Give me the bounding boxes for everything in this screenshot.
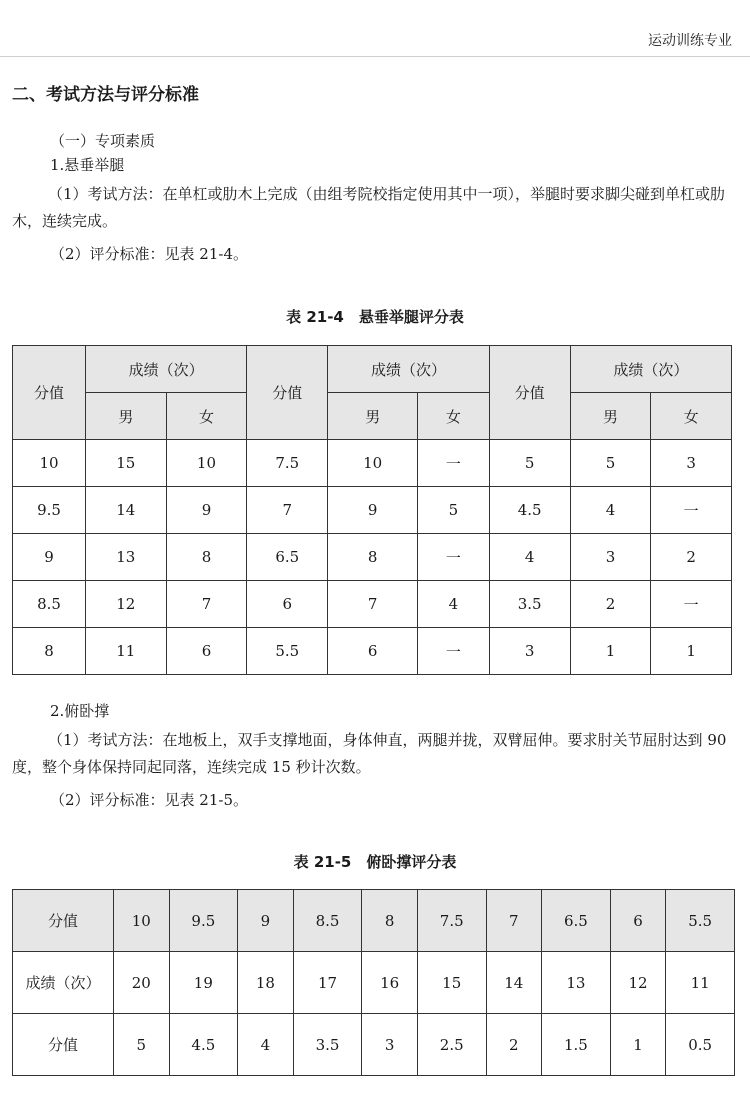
table-cell: 1 (651, 628, 732, 675)
table-cell: 18 (238, 952, 294, 1014)
table1-header-male: 男 (86, 393, 167, 440)
item1-method: （1）考试方法：在单杠或肋木上完成（由组考院校指定使用其中一项），举腿时要求脚尖碰到单杠或肋木，连续完成。 (12, 185, 726, 230)
table-cell: 10 (13, 440, 86, 487)
table-cell: 10 (114, 890, 170, 952)
table-cell: 15 (86, 440, 167, 487)
table-cell: 5 (418, 487, 490, 534)
table-cell: 9 (166, 487, 247, 534)
table-cell: 9 (13, 534, 86, 581)
header-rule (0, 56, 750, 57)
table-cell: 3 (489, 628, 570, 675)
item1-title: 1.悬垂举腿 (50, 156, 125, 174)
table-cell: 4 (238, 1014, 294, 1076)
table-cell: 9.5 (13, 487, 86, 534)
table1-header-result: 成绩（次） (570, 346, 731, 393)
table-cell: 14 (486, 952, 542, 1014)
table1-header-female: 女 (651, 393, 732, 440)
item2-standard: （2）评分标准：见表 21-5。 (50, 791, 249, 809)
table-cell: 3 (651, 440, 732, 487)
table-cell: 11 (666, 952, 735, 1014)
table-cell: 17 (293, 952, 362, 1014)
table-cell: 19 (169, 952, 238, 1014)
table-cell: 13 (542, 952, 611, 1014)
table-cell: 7 (328, 581, 418, 628)
table-cell: 3 (362, 1014, 418, 1076)
table-cell: 2 (570, 581, 651, 628)
table-cell: 一 (418, 440, 490, 487)
table-row (13, 487, 732, 534)
table-cell: 6 (328, 628, 418, 675)
table-cell: 1.5 (542, 1014, 611, 1076)
table1-header-male: 男 (570, 393, 651, 440)
table-cell: 10 (328, 440, 418, 487)
table-cell: 2 (486, 1014, 542, 1076)
table-cell: 6 (610, 890, 666, 952)
table1-leg-raise (12, 345, 732, 675)
table-cell: 4 (418, 581, 490, 628)
table-cell: 20 (114, 952, 170, 1014)
table-row (13, 952, 735, 1014)
table-cell: 3.5 (489, 581, 570, 628)
table-row (13, 890, 735, 952)
table2-row-label: 分值 (13, 1014, 114, 1076)
table-cell: 13 (86, 534, 167, 581)
table-cell: 14 (86, 487, 167, 534)
table2-caption: 表 21-5 俯卧撑评分表 (293, 853, 457, 871)
table-cell: 6 (166, 628, 247, 675)
table-cell: 9.5 (169, 890, 238, 952)
table-cell: 8.5 (293, 890, 362, 952)
item2-method: （1）考试方法：在地板上，双手支撑地面，身体伸直，两腿并拢，双臂屈伸。要求肘关节屈肘达到 90 度，整个身体保持同起同落，连续完成 15 秒计次数。 (12, 731, 727, 776)
table-cell: 4 (489, 534, 570, 581)
table-cell: 5.5 (666, 890, 735, 952)
table-cell: 8 (362, 890, 418, 952)
table-cell: 15 (417, 952, 486, 1014)
table-cell: 1 (570, 628, 651, 675)
table-cell: 6.5 (542, 890, 611, 952)
table2-push-up (12, 889, 735, 1076)
table-cell: 7 (166, 581, 247, 628)
table-cell: 6.5 (247, 534, 328, 581)
table-cell: 3.5 (293, 1014, 362, 1076)
table-cell: 6 (247, 581, 328, 628)
table-cell: 12 (610, 952, 666, 1014)
table1-caption: 表 21-4 悬垂举腿评分表 (286, 308, 464, 326)
table-row (13, 581, 732, 628)
table-cell: 5.5 (247, 628, 328, 675)
table-cell: 9 (238, 890, 294, 952)
table-cell: 7 (486, 890, 542, 952)
table-cell: 4.5 (489, 487, 570, 534)
table-cell: 7.5 (247, 440, 328, 487)
table-cell: 一 (418, 628, 490, 675)
running-header: 运动训练专业 (648, 33, 732, 49)
table-cell: 9 (328, 487, 418, 534)
table-cell: 一 (418, 534, 490, 581)
item1-standard: （2）评分标准：见表 21-4。 (50, 245, 249, 263)
table1-header-score: 分值 (247, 346, 328, 440)
table-cell: 7 (247, 487, 328, 534)
table-cell: 1 (610, 1014, 666, 1076)
table-cell: 3 (570, 534, 651, 581)
table-cell: 4 (570, 487, 651, 534)
table-row (13, 534, 732, 581)
section-title: 二、考试方法与评分标准 (12, 85, 199, 105)
item2-title: 2.俯卧撑 (50, 702, 110, 720)
table1-header-female: 女 (166, 393, 247, 440)
table1-header-score: 分值 (13, 346, 86, 440)
table-cell: 2.5 (417, 1014, 486, 1076)
table-cell: 5 (114, 1014, 170, 1076)
table2-row-label: 成绩（次） (13, 952, 114, 1014)
table1-header-result: 成绩（次） (86, 346, 247, 393)
table-cell: 8 (166, 534, 247, 581)
table-row (13, 628, 732, 675)
table-cell: 5 (570, 440, 651, 487)
table1-header-male: 男 (328, 393, 418, 440)
table-cell: 7.5 (417, 890, 486, 952)
table-cell: 10 (166, 440, 247, 487)
table-cell: 8 (328, 534, 418, 581)
table-cell: 一 (651, 487, 732, 534)
table-cell: 12 (86, 581, 167, 628)
table1-header-result: 成绩（次） (328, 346, 489, 393)
table-cell: 16 (362, 952, 418, 1014)
table-row (13, 440, 732, 487)
table-cell: 一 (651, 581, 732, 628)
table-cell: 0.5 (666, 1014, 735, 1076)
table-cell: 2 (651, 534, 732, 581)
table-cell: 5 (489, 440, 570, 487)
table-cell: 8.5 (13, 581, 86, 628)
table2-row-label: 分值 (13, 890, 114, 952)
subsection-title: （一）专项素质 (50, 132, 156, 150)
table-cell: 8 (13, 628, 86, 675)
table1-header-score: 分值 (489, 346, 570, 440)
table-cell: 4.5 (169, 1014, 238, 1076)
table-cell: 11 (86, 628, 167, 675)
table1-header-female: 女 (418, 393, 490, 440)
table-row (13, 1014, 735, 1076)
